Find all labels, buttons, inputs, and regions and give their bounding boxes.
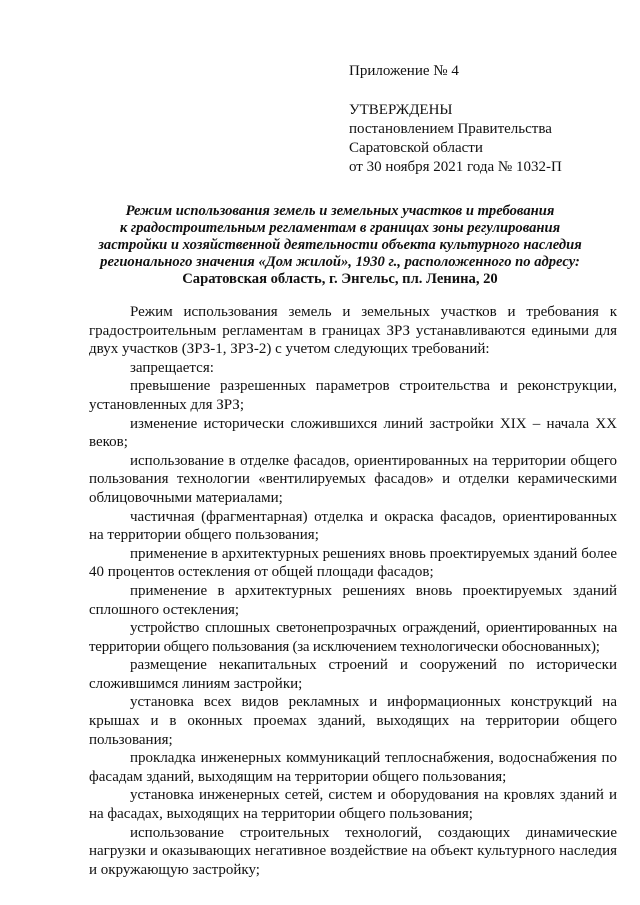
body-paragraph: запрещается: <box>130 359 214 376</box>
body-paragraph: прокладка инженерных коммуникаций теплоснабжения, водоснабжения по фасадам зданий, выходящим на территории общего пользования; <box>89 750 617 785</box>
appendix-label: Приложение № 4 <box>349 63 459 79</box>
body-paragraph: установка всех видов рекламных и информационных конструкций на крышах и в оконных проемах зданий, выходящих на территории общего пользования; <box>89 694 617 748</box>
body-paragraph: использование в отделке фасадов, ориентированных на территории общего пользования технологии «вентилируемых фасадов» и отделки керамическими облицовочными материалами; <box>89 452 617 506</box>
body-paragraph: превышение разрешенных параметров строительства и реконструкции, установленных для ЗРЗ; <box>89 378 617 413</box>
title-line: к градостроительным регламентам в границах зоны регулирования <box>119 220 561 236</box>
body-paragraph: устройство сплошных светонепрозрачных ограждений, ориентированных на территории общего пользования (за исключением технологически обоснованных); <box>89 620 617 655</box>
title-line: Саратовская область, г. Энгельс, пл. Ленина, 20 <box>182 271 498 287</box>
body-paragraph: использование строительных технологий, создающих динамические нагрузки и оказывающих негативное воздействие на объект культурного наследия и окружающую застройку; <box>89 824 617 878</box>
approved-heading: УТВЕРЖДЕНЫ <box>349 102 453 118</box>
document-body <box>89 303 617 879</box>
title-line: регионального значения «Дом жилой», 1930 г., расположенного по адресу: <box>100 254 580 270</box>
body-paragraph: Режим использования земель и земельных участков и требования к градостроительным регламентам в границах ЗРЗ устанавливаются едиными для двух участков (ЗРЗ-1, ЗРЗ-2) с учетом следующих требований: <box>89 304 617 358</box>
body-paragraph: применение в архитектурных решениях вновь проектируемых зданий сплошного остекления; <box>89 582 617 618</box>
approval-line: постановлением Правительства <box>349 121 552 137</box>
title-line: Режим использования земель и земельных участков и требования <box>125 203 555 219</box>
approval-block <box>349 62 562 177</box>
body-paragraph: установка инженерных сетей, систем и оборудования на кровлях зданий и на фасадах, выходящих на территории общего пользования; <box>89 787 617 823</box>
body-paragraph: применение в архитектурных решениях вновь проектируемых зданий более 40 процентов остекления от общей площади фасадов; <box>89 545 617 581</box>
body-paragraph: частичная (фрагментарная) отделка и окраска фасадов, ориентированных на территории общего пользования; <box>89 508 617 544</box>
document-title <box>80 203 600 288</box>
body-paragraph: изменение исторически сложившихся линий застройки XIX – начала XX веков; <box>89 415 617 451</box>
body-paragraph: размещение некапитальных строений и сооружений по исторически сложившимся линиям застройки; <box>89 657 617 692</box>
approval-line: от 30 ноября 2021 года № 1032-П <box>349 159 562 175</box>
approval-line: Саратовской области <box>349 140 483 156</box>
title-line: застройки и хозяйственной деятельности объекта культурного наследия <box>98 237 582 253</box>
